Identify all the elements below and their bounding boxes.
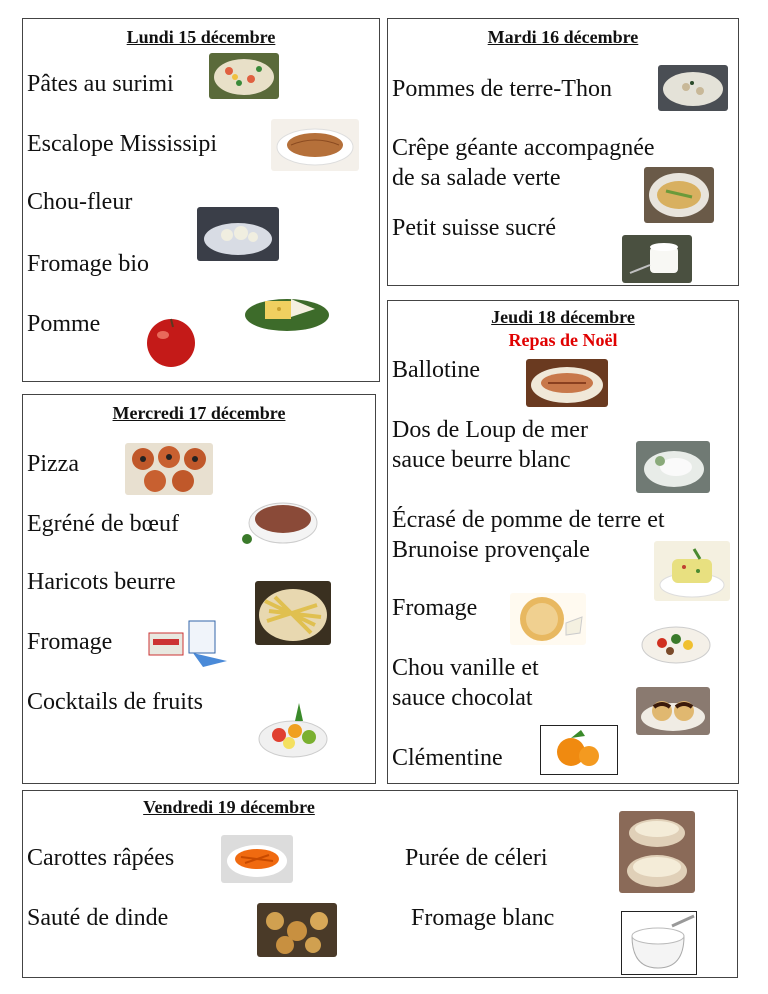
dish-jeudi-1: Ballotine (392, 357, 480, 383)
celery-puree-photo (619, 811, 695, 893)
day-title-mercredi: Mercredi 17 décembre (112, 403, 286, 423)
cauliflower-photo (197, 207, 279, 261)
cheese-plate-photo (241, 287, 333, 335)
dish-lundi-2: Escalope Mississipi (27, 131, 217, 157)
dish-lundi-5: Pomme (27, 311, 101, 337)
dish-jeudi-7: Chou vanille et (392, 655, 539, 681)
dish-mercredi-3: Haricots beurre (27, 569, 176, 595)
day-title-jeudi: Jeudi 18 décembre (491, 307, 635, 327)
dish-mardi-1: Pommes de terre-Thon (392, 76, 612, 102)
fromage-blanc-photo (621, 911, 697, 975)
dish-lundi-1: Pâtes au surimi (27, 71, 174, 97)
dish-mercredi-2: Egréné de bœuf (27, 511, 179, 537)
sea-bass-photo (636, 441, 710, 493)
grated-carrots-photo (221, 835, 293, 883)
day-title-lundi: Lundi 15 décembre (126, 27, 276, 47)
clementine-photo (540, 725, 618, 775)
dish-jeudi-2: Dos de Loup de mer (392, 417, 588, 443)
fruit-cocktail-photo (255, 695, 331, 765)
choux-chocolate-photo (636, 687, 710, 735)
dish-jeudi-6: Fromage (392, 595, 478, 621)
ground-beef-photo (239, 493, 323, 549)
dish-vendredi-3: Purée de céleri (405, 845, 548, 871)
cheese-platter-photo (510, 593, 586, 645)
day-box-mercredi (22, 394, 376, 784)
green-beans-photo (255, 581, 331, 645)
dish-jeudi-3: sauce beurre blanc (392, 447, 571, 473)
dish-lundi-3: Chou-fleur (27, 189, 133, 215)
pasta-surimi-photo (209, 53, 279, 99)
dish-jeudi-5: Brunoise provençale (392, 537, 590, 563)
christmas-meal-label: Repas de Noël (508, 330, 618, 350)
day-box-lundi (22, 18, 380, 382)
dish-vendredi-2: Sauté de dinde (27, 905, 169, 931)
crepe-photo (644, 167, 714, 223)
pizza-photo (125, 443, 213, 495)
dish-vendredi-4: Fromage blanc (411, 905, 555, 931)
day-box-jeudi (387, 300, 739, 784)
dish-jeudi-8: sauce chocolat (392, 685, 533, 711)
potato-tuna-photo (658, 65, 728, 111)
mixed-salad-photo (638, 617, 714, 667)
dish-mercredi-4: Fromage (27, 629, 113, 655)
ballotine-photo (526, 359, 608, 407)
apple-photo (137, 311, 205, 369)
escalope-photo (271, 119, 359, 171)
dish-mardi-3: de sa salade verte (392, 165, 561, 191)
dish-mardi-4: Petit suisse sucré (392, 215, 556, 241)
petit-suisse-photo (622, 235, 692, 283)
cheese-portions-photo (143, 613, 235, 669)
day-title-vendredi: Vendredi 19 décembre (143, 797, 315, 817)
turkey-saute-photo (257, 903, 337, 957)
day-title-mardi: Mardi 16 décembre (487, 27, 639, 47)
dish-mercredi-5: Cocktails de fruits (27, 689, 203, 715)
dish-mercredi-1: Pizza (27, 451, 79, 477)
dish-mardi-2: Crêpe géante accompagnée (392, 135, 655, 161)
day-box-vendredi (22, 790, 738, 978)
day-box-mardi (387, 18, 739, 286)
mashed-potato-photo (654, 541, 730, 601)
dish-jeudi-4: Écrasé de pomme de terre et (392, 507, 665, 533)
dish-lundi-4: Fromage bio (27, 251, 149, 277)
dish-vendredi-1: Carottes râpées (27, 845, 175, 871)
dish-jeudi-9: Clémentine (392, 745, 503, 771)
